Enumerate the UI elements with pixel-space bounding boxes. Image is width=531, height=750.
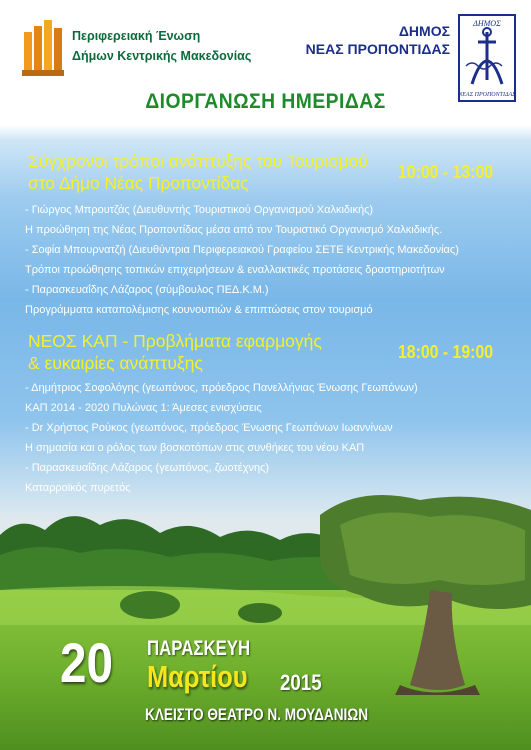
event-venue: ΚΛΕΙΣΤΟ ΘΕΑΤΡΟ Ν. ΜΟΥΔΑΝΙΩΝ — [145, 705, 369, 724]
municipality-name — [290, 22, 450, 58]
org-name-line1: Περιφερειακή Ένωση — [72, 29, 201, 43]
session2-line: - Dr Χρήστος Ρούκος (γεωπόνος, πρόεδρος Ένωσης Γεωπόνων Ιωαννίνων — [25, 422, 393, 434]
session1-line: Προγράμματα καταπολέμισης κουνουπιών & επιπτώσεις στον τουρισμό — [25, 304, 373, 316]
session1-line: - Παρασκευαΐδης Λάζαρος (σύμβουλος ΠΕΔ.Κ.Μ.) — [25, 284, 269, 296]
header — [0, 0, 531, 125]
session1-title — [28, 150, 368, 194]
session1-time: 10:00 - 13:00 — [397, 162, 493, 182]
session2-line: - Παρασκευαΐδης Λάζαρος (γεωπόνος, ζωοτέχνης) — [25, 462, 270, 474]
session2-title-line2: & ευκαιρίες ανάπτυξης — [28, 353, 203, 373]
event-weekday: ΠΑΡΑΣΚΕΥΗ — [147, 637, 251, 660]
session2-time: 18:00 - 19:00 — [397, 342, 493, 362]
event-day: 20 — [60, 631, 113, 694]
session2-title — [28, 330, 322, 374]
session2-title-line1: ΝΕΟΣ ΚΑΠ - Προβλήματα εφαρμογής — [28, 331, 322, 351]
municipality-crest-icon — [458, 14, 516, 102]
event-month: Μαρτίου — [147, 659, 248, 694]
municipality-line2: ΝΕΑΣ ΠΡΟΠΟΝΤΙΔΑΣ — [305, 41, 450, 57]
session1-title-line2: στο Δήμο Νέας Προποντίδας — [28, 173, 249, 193]
ped-km-logo-icon — [22, 18, 66, 78]
session1-line: - Σοφία Μπουρνατζή (Διευθύντρια Περιφερειακού Γραφείου ΣΕΤΕ Κεντρικής Μακεδονίας) — [25, 244, 459, 256]
session2-line: Η σημασία και ο ρόλος των βοσκοτόπων στις συνθήκες του νέου ΚΑΠ — [25, 442, 365, 454]
crest-top-text: ΔΗΜΟΣ — [473, 19, 501, 28]
session2-line: - Δημήτριος Σοφολόγης (γεωπόνος, πρόεδρος Πανελλήνιας Ένωσης Γεωπόνων) — [25, 382, 418, 394]
session1-line: - Γιώργος Μπρουτζάς (Διευθυντής Τουριστικού Οργανισμού Χαλκιδικής) — [25, 204, 374, 216]
session2-line: Καταρροϊκός πυρετός — [25, 482, 131, 494]
event-title: ΔΙΟΡΓΑΝΩΣΗ ΗΜΕΡΙΔΑΣ — [145, 90, 386, 113]
session1-title-line1: Σύγχρονοι τρόποι ανάπτυξης του Τουρισμού — [28, 151, 368, 171]
crest-bottom-text: ΝΕΑΣ ΠΡΟΠΟΝΤΙΔΑΣ — [458, 92, 516, 98]
session1-line: Τρόποι προώθησης τοπικών επιχειρήσεων & εναλλακτικές προτάσεις δραστηριοτήτων — [25, 264, 445, 276]
org-name-line2: Δήμων Κεντρικής Μακεδονίας — [72, 49, 252, 63]
session2-line: ΚΑΠ 2014 - 2020 Πυλώνας 1: Άμεσες ενισχύσεις — [25, 402, 262, 414]
municipality-line1: ΔΗΜΟΣ — [398, 23, 450, 39]
event-year: 2015 — [280, 670, 322, 695]
session1-line: Η προώθηση της Νέας Προποντίδας μέσα από τον Τουριστικό Οργανισμό Χαλκιδικής. — [25, 224, 443, 236]
org-name — [72, 26, 251, 66]
